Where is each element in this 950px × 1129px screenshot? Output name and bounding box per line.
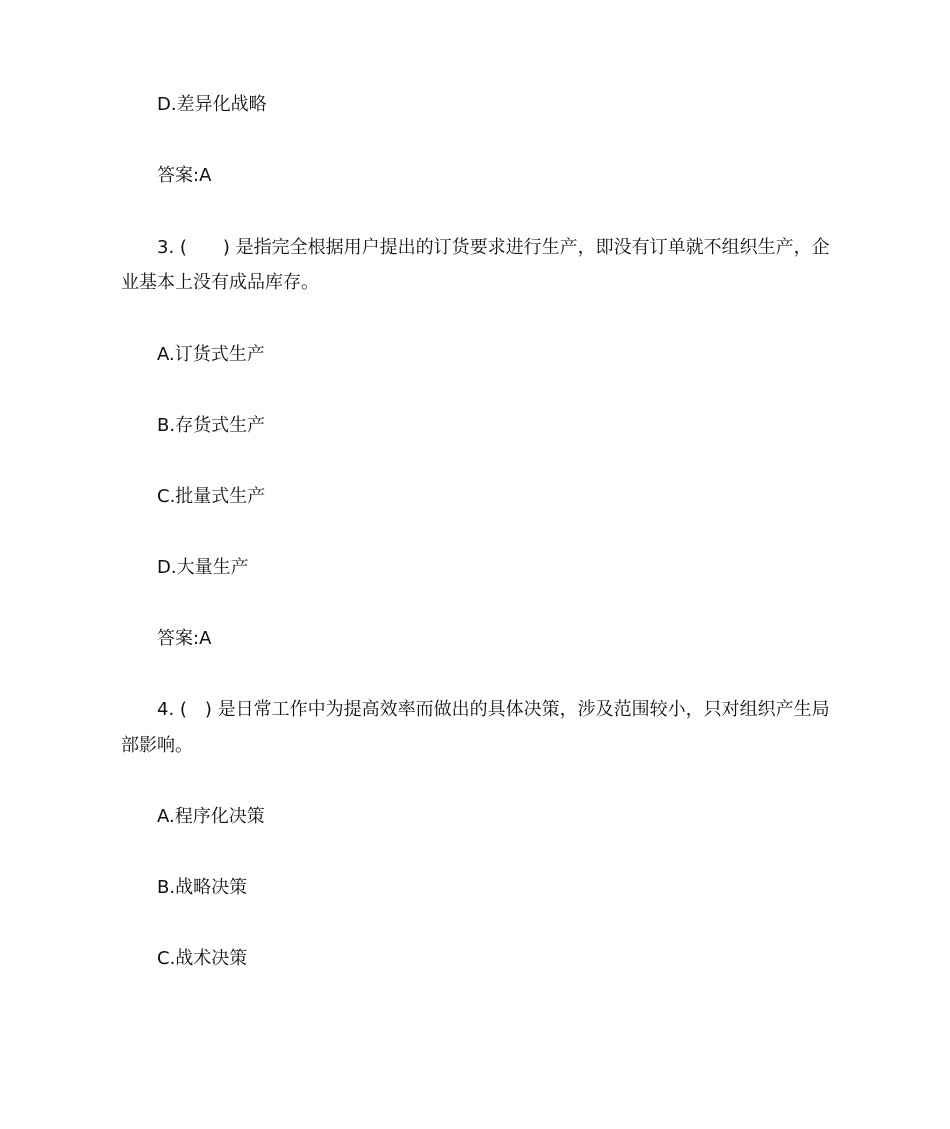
question-4-option-a: A.程序化决策 xyxy=(157,806,265,827)
question-3-line-1: 3. ( ) 是指完全根据用户提出的订货要求进行生产，即没有订单就不组织生产，企 xyxy=(157,237,830,258)
question-4-line-2: 部影响。 xyxy=(121,735,193,756)
question-3-line-2: 业基本上没有成品库存。 xyxy=(121,272,319,293)
question-4-option-c: C.战术决策 xyxy=(157,948,248,969)
question-4-line-1: 4. ( ) 是日常工作中为提高效率而做出的具体决策，涉及范围较小，只对组织产生局 xyxy=(157,699,830,720)
question-3-option-d: D.大量生产 xyxy=(157,557,249,578)
question-3-option-b: B.存货式生产 xyxy=(157,415,266,436)
question-4-option-b: B.战略决策 xyxy=(157,877,248,898)
answer-text: 答案:A xyxy=(157,165,212,186)
question-3-answer: 答案:A xyxy=(157,628,212,649)
question-3-option-c: C.批量式生产 xyxy=(157,486,266,507)
option-d-text: D.差异化战略 xyxy=(157,94,267,115)
question-3-option-a: A.订货式生产 xyxy=(157,344,265,365)
